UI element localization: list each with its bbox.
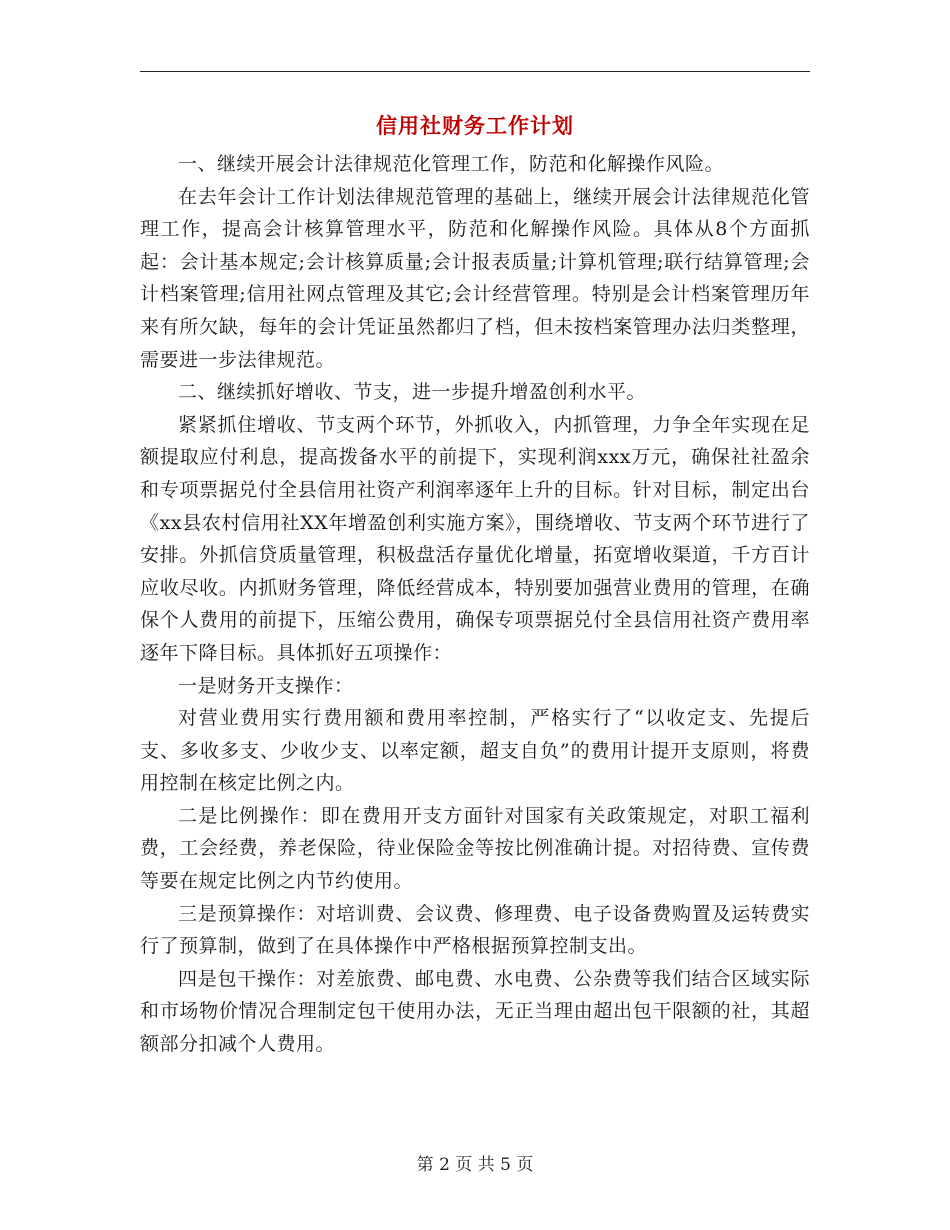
paragraph-section-1-body: 在去年会计工作计划法律规范管理的基础上，继续开展会计法律规范化管理工作，提高会计核算管理水平，防范和化解操作风险。具体从8个方面抓起：会计基本规定;会计核算质量;会计报表质量;计算机管理;联行结算管理;会计档案管理;信用社网点管理及其它;会计经营管理。特别是会计档案管理历年来有所欠缺，每年的会计凭证虽然都归了档，但未按档案管理办法归类整理，需要进一步法律规范。 xyxy=(140,185,810,371)
paragraph-item-1-heading: 一是财务开支操作： xyxy=(178,674,354,697)
paragraph-item-4: 四是包干操作：对差旅费、邮电费、水电费、公杂费等我们结合区域实际和市场物价情况合理制定包干使用办法，无正当理由超出包干限额的社，其超额部分扣减个人费用。 xyxy=(140,967,810,1056)
document-body xyxy=(140,148,810,1061)
paragraph-item-3: 三是预算操作：对培训费、会议费、修理费、电子设备费购置及运转费实行了预算制，做到了在具体操作中严格根据预算控制支出。 xyxy=(140,902,810,958)
page-number-footer: 第 2 页 共 5 页 xyxy=(416,1155,534,1175)
paragraph-item-1-body: 对营业费用实行费用额和费用率控制，严格实行了“以收定支、先提后支、多收多支、少收少支、以率定额，超支自负”的费用计提开支原则，将费用控制在核定比例之内。 xyxy=(140,707,810,795)
paragraph-section-1-heading: 一、继续开展会计法律规范化管理工作，防范和化解操作风险。 xyxy=(178,153,725,175)
document-title: 信用社财务工作计划 xyxy=(376,113,574,138)
paragraph-item-2: 二是比例操作：即在费用开支方面针对国家有关政策规定，对职工福利费，工会经费，养老保险，待业保险金等按比例准确计提。对招待费、宣传费等要在规定比例之内节约使用。 xyxy=(140,804,810,893)
paragraph-section-2-body: 紧紧抓住增收、节支两个环节，外抓收入，内抓管理，力争全年实现在足额提取应付利息，提高拨备水平的前提下，实现利润xxx万元，确保社社盈余和专项票据兑付全县信用社资产利润率逐年上升的目标。针对目标，制定出台《xx县农村信用社XX年增盈创利实施方案》，围绕增收、节支两个环节进行了安排。外抓信贷质量管理，积极盘活存量优化增量，拓宽增收渠道，千方百计应收尽收。内抓财务管理，降低经营成本，特别要加强营业费用的管理，在确保个人费用的前提下，压缩公费用，确保专项票据兑付全县信用社资产费用率逐年下降目标。具体抓好五项操作： xyxy=(140,413,810,664)
header-rule xyxy=(140,71,810,72)
paragraph-section-2-heading: 二、继续抓好增收、节支，进一步提升增盈创利水平。 xyxy=(178,381,647,404)
